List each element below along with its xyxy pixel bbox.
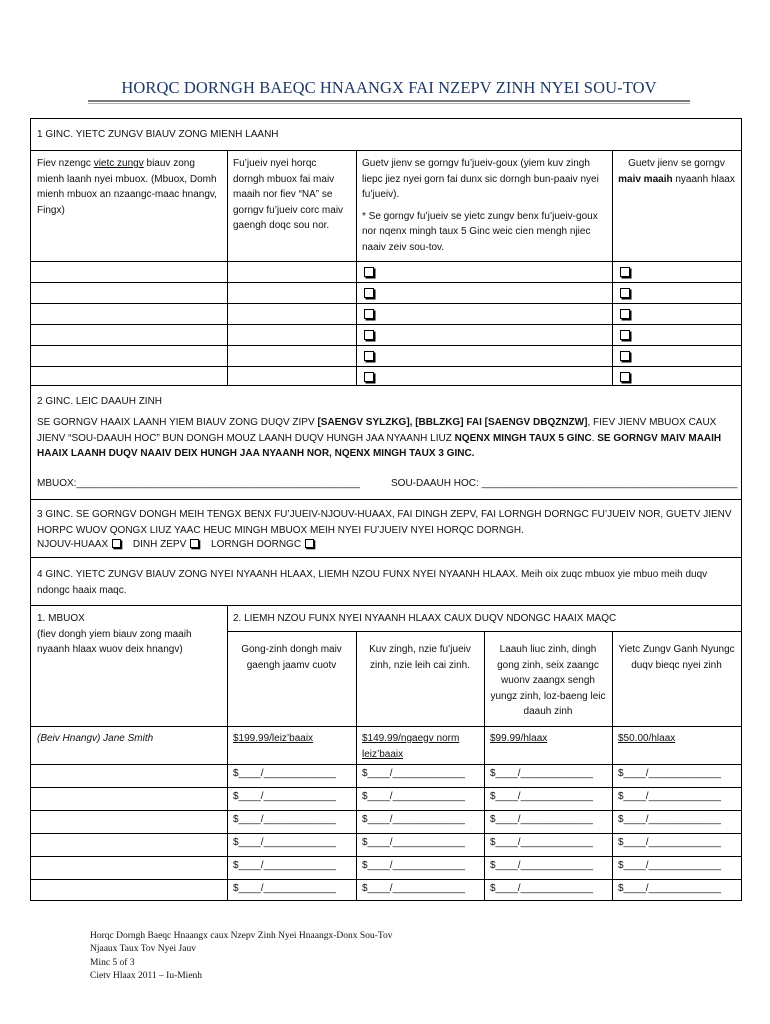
divider bbox=[227, 631, 741, 632]
income-entry[interactable]: $____/_____________ bbox=[233, 837, 336, 848]
income-entry[interactable]: $____/_____________ bbox=[362, 837, 465, 848]
col1-pre: Fiev nzengc bbox=[37, 158, 94, 169]
section-1-col3-instructions bbox=[356, 156, 612, 255]
income-entry[interactable]: $____/_____________ bbox=[233, 791, 336, 802]
row-divider bbox=[31, 366, 741, 367]
mbuox-label: MBUOX: bbox=[37, 478, 77, 489]
income-entry[interactable]: $____/_____________ bbox=[362, 883, 465, 894]
income-entry[interactable]: $____/_____________ bbox=[618, 814, 721, 825]
foster-checkbox[interactable] bbox=[364, 309, 374, 319]
income-entry[interactable]: $____/_____________ bbox=[233, 814, 336, 825]
row-divider bbox=[31, 726, 741, 727]
title-rule bbox=[88, 100, 690, 102]
name-column-title: 1. MBUOX bbox=[37, 613, 85, 624]
no-income-checkbox[interactable] bbox=[620, 372, 630, 382]
foster-checkbox[interactable] bbox=[364, 330, 374, 340]
row-divider bbox=[31, 833, 741, 834]
income-entry[interactable]: $____/_____________ bbox=[490, 814, 593, 825]
row-divider bbox=[31, 303, 741, 304]
case-number-field[interactable] bbox=[391, 478, 737, 489]
case-number-line[interactable]: ______________________________________________ bbox=[481, 478, 738, 489]
no-income-checkbox[interactable] bbox=[620, 288, 630, 298]
section-4 bbox=[30, 557, 742, 901]
col3-main: Guetv jienv se gorngv fu’jueiv-goux (yiem kuv zingh liepc jiez nyei gorn fai dunx sic dorngh bun-paaiv nyei fu’jueiv). bbox=[362, 158, 599, 200]
mbuox-line[interactable]: ___________________________________________________ bbox=[76, 478, 361, 489]
homeless-checkbox[interactable] bbox=[112, 539, 121, 548]
income-entry[interactable]: $____/_____________ bbox=[490, 791, 593, 802]
income-entry[interactable]: $____/_____________ bbox=[618, 883, 721, 894]
divider bbox=[31, 605, 741, 606]
section-1-col1-instructions bbox=[31, 156, 227, 218]
row-divider bbox=[31, 879, 741, 880]
section-3 bbox=[30, 499, 742, 558]
name-column-header bbox=[31, 611, 227, 658]
section-2-text: SE GORNGV HAAIX LAANH YIEM BIAUV ZONG DUQV ZIPV bbox=[37, 417, 318, 428]
name-column-sub: (fiev dongh yiem biauv zong maaih nyaanh hlaax wuov deix hnangv) bbox=[37, 628, 192, 655]
option-label: DINH ZEPV bbox=[132, 539, 187, 550]
example-income-3: $99.99/hlaax bbox=[490, 733, 548, 744]
section-4-heading-main: 4 GINC. YIETC ZUNGV BIAUV ZONG NYEI NYAANH HLAAX, LIEMH NZOU FUNX NYEI NYAANH HLAAX. bbox=[37, 569, 519, 580]
section-2 bbox=[30, 385, 742, 500]
foster-checkbox[interactable] bbox=[364, 267, 374, 277]
runaway-checkbox[interactable] bbox=[305, 539, 314, 548]
foster-checkbox[interactable] bbox=[364, 372, 374, 382]
income-entry[interactable]: $____/_____________ bbox=[362, 768, 465, 779]
col4-pre: Guetv jienv se gorngv bbox=[628, 158, 725, 169]
row-divider bbox=[31, 282, 741, 283]
example-income-1: $199.99/leiz’baaix bbox=[233, 733, 314, 744]
example-income-2: $149.99/ngaegv norm leiz’baaix bbox=[362, 733, 460, 760]
row-divider bbox=[31, 261, 741, 262]
foster-checkbox[interactable] bbox=[364, 288, 374, 298]
row-divider bbox=[31, 345, 741, 346]
migrant-checkbox[interactable] bbox=[190, 539, 199, 548]
income-entry[interactable]: $____/_____________ bbox=[490, 768, 593, 779]
section-4-heading-tail: Meih oix zuqc mbuox yie mbuo meih duqv ndongc haaix maqc. bbox=[37, 569, 708, 596]
income-sub-header-3: Laauh liuc zinh, dingh gong zinh, seix zaangc wuonv zaangx sengh yungz zinh, loz-baeng leic daauh zinh bbox=[490, 644, 606, 717]
income-sub-header-4: Yietc Zungv Ganh Nyungc duqv bieqc nyei zinh bbox=[618, 644, 735, 671]
section-1-col2-instructions: Fu’jueiv nyei horqc dorngh mbuox fai maiv maaih nor fiev “NA” se gorngv fu’jueiv corc maiv gaengh doqc sou nor. bbox=[233, 158, 344, 231]
income-entry[interactable]: $____/_____________ bbox=[362, 814, 465, 825]
option-label: LORNGH DORNGC bbox=[211, 539, 302, 550]
program-names: [SAENGV SYLZKG], [BBLZKG] FAI [SAENGV DBQZNZW] bbox=[317, 417, 588, 428]
option-label: NJOUV-HUAAX bbox=[37, 539, 109, 550]
income-entry[interactable]: $____/_____________ bbox=[618, 837, 721, 848]
row-divider bbox=[31, 764, 741, 765]
section-3-options bbox=[37, 539, 317, 550]
example-name: (Beiv Hnangv) Jane Smith bbox=[37, 733, 154, 744]
no-income-checkbox[interactable] bbox=[620, 351, 630, 361]
section-1-col4-instructions bbox=[612, 156, 741, 187]
income-entry[interactable]: $____/_____________ bbox=[618, 860, 721, 871]
income-entry[interactable]: $____/_____________ bbox=[362, 860, 465, 871]
income-entry[interactable]: $____/_____________ bbox=[490, 837, 593, 848]
divider bbox=[31, 150, 741, 151]
example-income-4: $50.00/hlaax bbox=[618, 733, 676, 744]
col1-underlined: vietc zungv bbox=[93, 158, 144, 169]
col4-bold: maiv maaih bbox=[618, 173, 673, 185]
no-income-checkbox[interactable] bbox=[620, 309, 630, 319]
no-income-checkbox[interactable] bbox=[620, 330, 630, 340]
skip-to-3: SE GORNGV MAIV MAAIH HAAIX LAANH DUQV NAAIV DEIX HUNGH JAA NYAANH NOR, NQENX MINGH TAUX 3 GINC. bbox=[37, 432, 722, 459]
section-2-instructions bbox=[31, 415, 743, 462]
page-title: HORQC DORNGH BAEQC HNAANGX FAI NZEPV ZINH NYEI SOU-TOV bbox=[121, 78, 657, 97]
row-divider bbox=[31, 787, 741, 788]
skip-to-5: NQENX MINGH TAUX 5 GINC bbox=[454, 432, 592, 444]
income-entry[interactable]: $____/_____________ bbox=[490, 860, 593, 871]
footer-line: Cietv Hlaax 2011 – Iu-Mienh bbox=[90, 971, 203, 982]
case-number-label: SOU-DAAUH HOC: bbox=[391, 478, 479, 489]
section-4-heading bbox=[31, 567, 743, 598]
page-footer bbox=[90, 930, 392, 984]
section-3-instructions: 3 GINC. SE GORNGV DONGH MEIH TENGX BENX FU’JUEIV-NJOUV-HUAAX, FAI DINGH ZEPV, FAI LORNGH DORNGC FU’JUEIV NOR, GUETV JIENV HORPC WUOV QONGX LIUZ YAAC HEUC MINGH MBUOX MEIH NYEI FU’JUEIV NYEI HORQC DORNGH. bbox=[37, 509, 732, 536]
mbuox-field[interactable] bbox=[37, 478, 360, 489]
foster-checkbox[interactable] bbox=[364, 351, 374, 361]
income-entry[interactable]: $____/_____________ bbox=[233, 768, 336, 779]
footer-line: Minc 5 of 3 bbox=[90, 957, 135, 968]
income-sub-header-2: Kuv zingh, nzie fu’jueiv zinh, nzie leih cai zinh. bbox=[369, 644, 471, 671]
income-entry[interactable]: $____/_____________ bbox=[233, 883, 336, 894]
row-divider bbox=[31, 856, 741, 857]
income-entry[interactable]: $____/_____________ bbox=[233, 860, 336, 871]
income-entry[interactable]: $____/_____________ bbox=[618, 768, 721, 779]
title-rule-thin bbox=[88, 103, 690, 104]
footer-line: Njaaux Taux Tov Nyei Jauv bbox=[90, 944, 196, 955]
no-income-checkbox[interactable] bbox=[620, 267, 630, 277]
income-entry[interactable]: $____/_____________ bbox=[618, 791, 721, 802]
section-2-text: , FIEV JIENV MBUOX CAUX JIENV “SOU-DAAUH HOC” BUN DONGH MOUZ LAANH DUQV HUNGH JAA NYAANH LIUZ bbox=[37, 417, 717, 444]
section-2-text: . bbox=[591, 432, 598, 444]
row-divider bbox=[31, 810, 741, 811]
income-entry[interactable]: $____/_____________ bbox=[490, 883, 593, 894]
section-2-heading: 2 GINC. LEIC DAAUH ZINH bbox=[37, 396, 163, 407]
col3-note: * Se gorngv fu’jueiv se yietc zungv benx fu’jueiv-goux nor nqenx mingh taux 5 Ginc weic cien mengh njiec naaiv zeiv sou-tov. bbox=[362, 210, 598, 253]
income-sub-header-1: Gong-zinh dongh maiv gaengh jaamv cuotv bbox=[241, 644, 342, 671]
col1-post: biauv zong mienh laanh nyei mbuox. (Mbuox, Domh mienh mbuox an nzaangc-maac hnangv, Fingx) bbox=[37, 158, 217, 216]
footer-line: Horqc Dorngh Baeqc Hnaangx caux Nzepv Zinh Nyei Hnaangx-Donx Sou-Tov bbox=[90, 931, 393, 941]
row-divider bbox=[31, 324, 741, 325]
income-column-header: 2. LIEMH NZOU FUNX NYEI NYAANH HLAAX CAUX DUQV NDONGC HAAIX MAQC bbox=[233, 613, 617, 624]
income-entry[interactable]: $____/_____________ bbox=[362, 791, 465, 802]
section-1 bbox=[30, 118, 742, 386]
col4-post: nyaanh hlaax bbox=[675, 173, 735, 185]
section-1-heading: 1 GINC. YIETC ZUNGV BIAUV ZONG MIENH LAANH bbox=[37, 129, 279, 140]
